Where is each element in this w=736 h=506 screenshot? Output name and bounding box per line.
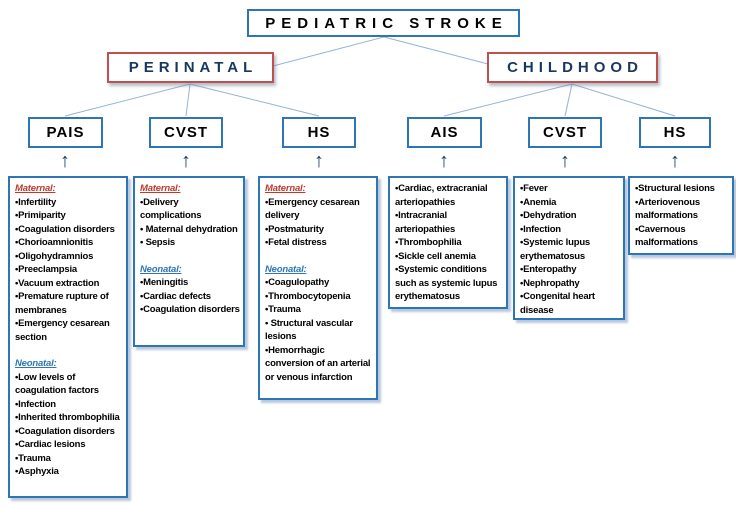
risk-factor-item: •Trauma — [265, 304, 301, 315]
risk-factor-item: •Fever — [520, 183, 548, 194]
risk-factor-item: •Preeclampsia — [15, 264, 77, 275]
risk-factor-item: •Intracranial arteriopathies — [395, 210, 456, 235]
risk-factor-item: •Anemia — [520, 196, 557, 208]
risk-factor-item: •Cardiac, extracranial arteriopathies — [395, 183, 488, 208]
risk-factor-item: •Infection — [15, 398, 56, 410]
risk-factor-item: •Low levels of coagulation factors — [15, 371, 99, 396]
risk-factor-item: •Thrombocytopenia — [265, 290, 351, 302]
risk-factor-item: •Hemorrhagic conversion of an arterial or venous infarction — [265, 344, 371, 383]
risk-factor-item: •Coagulopathy — [265, 277, 330, 288]
type-node-hs-childhood: HS — [639, 117, 711, 148]
risk-factor-list-ais — [388, 176, 508, 309]
branch-node-perinatal: PERINATAL — [107, 52, 274, 83]
risk-factor-item: •Vacuum extraction — [15, 277, 100, 289]
risk-factor-list-pais — [8, 176, 128, 498]
section-heading: Maternal: — [140, 183, 181, 194]
risk-factor-item: •Nephropathy — [520, 277, 580, 289]
risk-factor-item: •Dehydration — [520, 210, 577, 221]
risk-factor-item: • Sepsis — [140, 237, 175, 248]
risk-factor-item: •Cavernous malformations — [635, 223, 698, 248]
section-heading: Maternal: — [15, 183, 56, 194]
up-arrow-icon: ↑ — [181, 150, 191, 172]
risk-factor-item: •Meningitis — [140, 277, 189, 288]
type-node-cvst-childhood: CVST — [528, 117, 602, 148]
risk-factor-item: •Systemic conditions such as systemic lupus erythematosus — [395, 264, 498, 302]
risk-factor-item: •Coagulation disorders — [15, 223, 115, 235]
type-node-hs-perinatal: HS — [282, 117, 356, 148]
risk-factor-item: •Postmaturity — [265, 223, 324, 235]
risk-factor-item: •Cardiac defects — [140, 290, 211, 302]
up-arrow-icon: ↑ — [560, 150, 570, 172]
risk-factor-item: •Systemic lupus erythematosus — [520, 237, 591, 262]
risk-factor-item: •Infertility — [15, 196, 57, 208]
risk-factor-item: •Oligohydramnios — [15, 250, 94, 262]
risk-factor-item: •Cardiac lesions — [15, 439, 86, 450]
up-arrow-icon: ↑ — [670, 150, 680, 172]
branch-node-childhood: CHILDHOOD — [487, 52, 658, 83]
risk-factor-item: •Asphyxia — [15, 466, 59, 477]
section-heading: Neonatal: — [265, 263, 307, 275]
up-arrow-icon: ↑ — [60, 150, 70, 172]
type-node-cvst-perinatal: CVST — [149, 117, 223, 148]
up-arrow-icon: ↑ — [439, 150, 449, 172]
risk-factor-item: •Emergency cesarean delivery — [265, 196, 360, 221]
section-heading: Neonatal: — [140, 263, 182, 275]
risk-factor-item: •Emergency cesarean section — [15, 318, 110, 343]
risk-factor-item: •Inherited thrombophilia — [15, 412, 120, 423]
risk-factor-item: •Enteropathy — [520, 264, 577, 275]
risk-factor-item: •Sickle cell anemia — [395, 250, 476, 262]
risk-factor-list-hs-childhood — [628, 176, 734, 255]
risk-factor-item: •Coagulation disorders — [140, 304, 240, 315]
risk-factor-item: • Structural vascular lesions — [265, 317, 353, 342]
risk-factor-item: •Delivery complications — [140, 196, 202, 221]
type-node-ais: AIS — [407, 117, 482, 148]
type-node-pais: PAIS — [28, 117, 103, 148]
risk-factor-item: •Congenital heart disease — [520, 291, 595, 316]
risk-factor-list-cvst-perinatal — [133, 176, 245, 347]
risk-factor-item: •Primiparity — [15, 210, 66, 221]
section-heading: Maternal: — [265, 183, 306, 194]
risk-factor-item: •Fetal distress — [265, 237, 327, 248]
risk-factor-item: •Structural lesions — [635, 183, 715, 194]
risk-factor-item: •Coagulation disorders — [15, 425, 115, 437]
section-heading: Neonatal: — [15, 358, 57, 369]
risk-factor-item: •Premature rupture of membranes — [15, 291, 109, 316]
risk-factor-list-hs-perinatal — [258, 176, 378, 400]
root-node-pediatric-stroke: PEDIATRIC STROKE — [247, 9, 520, 37]
up-arrow-icon: ↑ — [314, 150, 324, 172]
risk-factor-item: •Thrombophilia — [395, 237, 462, 248]
risk-factor-list-cvst-childhood — [513, 176, 625, 320]
risk-factor-item: •Chorioamnionitis — [15, 237, 94, 248]
risk-factor-item: •Arteriovenous malformations — [635, 196, 700, 221]
risk-factor-item: • Maternal dehydration — [140, 223, 238, 235]
risk-factor-item: •Trauma — [15, 452, 51, 464]
risk-factor-item: •Infection — [520, 223, 561, 235]
